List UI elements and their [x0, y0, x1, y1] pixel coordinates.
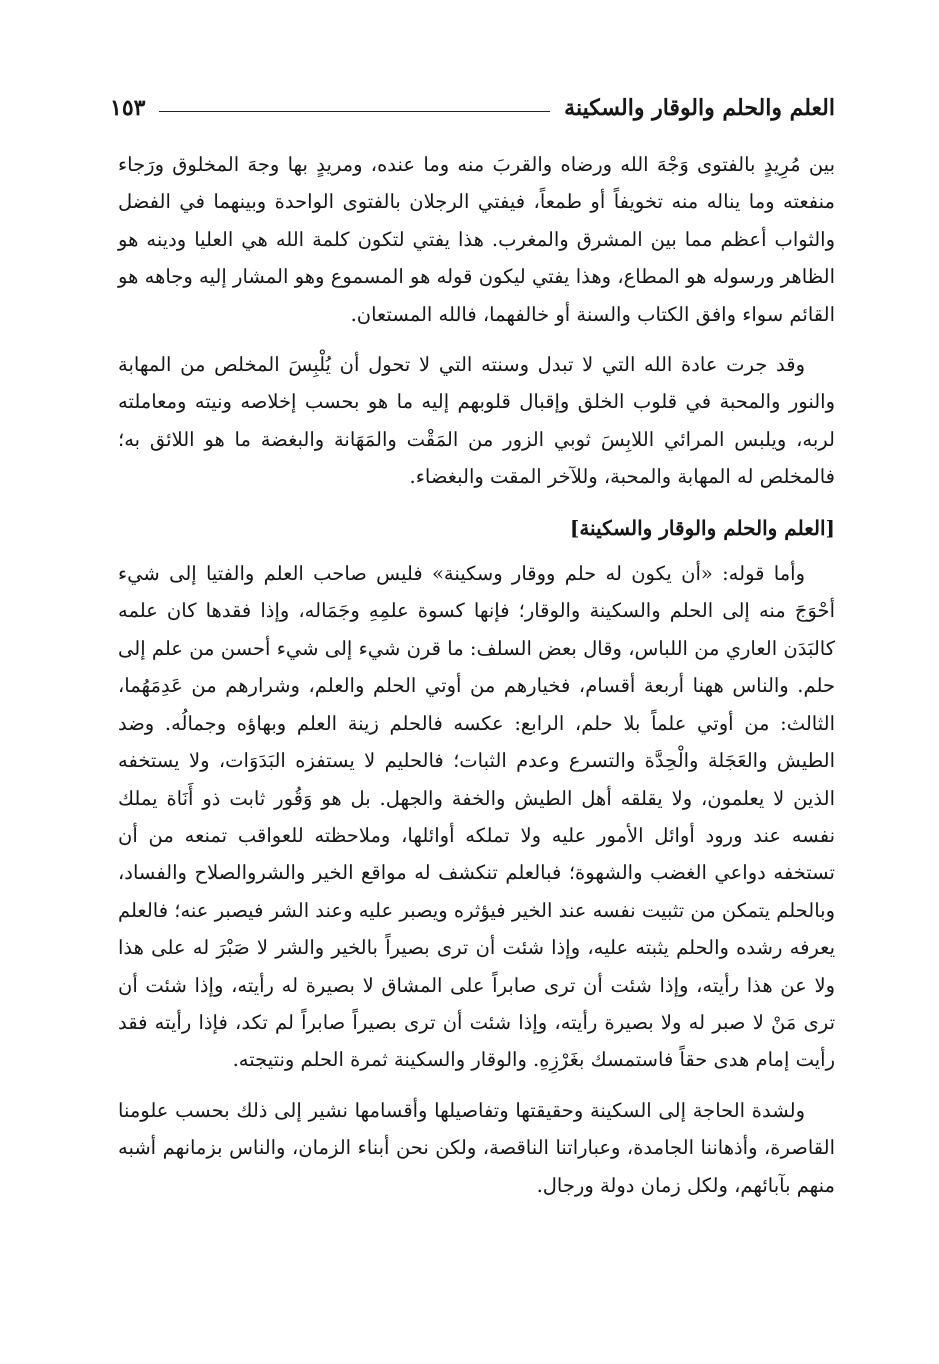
paragraph-continuation: بين مُرِيدٍ بالفتوى وَجْهَ الله ورضاه والقربَ منه وما عنده، ومريدٍ بها وجهَ المخلوق ورَجاء منفعته وما يناله منه تخويفاً أو طمعاً، فيفتي الرجلان بالفتوى الواحدة وبينهما في الفضل والثواب أعظم مما بين المشرق والمغرب. هذا يفتي لتكون كلمة الله هي العليا ودينه هو الظاهر ورسوله هو المطاع، وهذا يفتي ليكون قوله هو المسموع وهو المشار إليه وجاهه هو القائم سواء وافق الكتاب والسنة أو خالفهما، فالله المستعان. — [118, 153, 835, 326]
paragraph-sincerity: وقد جرت عادة الله التي لا تبدل وسنته التي لا تحول أن يُلْبِسَ المخلص من المهابة والنور والمحبة في قلوب الخلق وإقبال قلوبهم إليه ما هو بحسب إخلاصه ونيته ومعاملته لربه، ويلبس المرائي اللابِسَ ثوبي الزور من المَقْت والمَهَانة والبغضة ما هو اللائق به؛ فالمخلص له المهابة والمحبة، وللآخر المقت والبغضاء. — [118, 353, 835, 489]
body-text — [118, 146, 835, 1204]
running-head-rule — [159, 111, 550, 112]
running-head — [110, 88, 835, 128]
paragraph-tranquility: ولشدة الحاجة إلى السكينة وحقيقتها وتفاصيلها وأقسامها نشير إلى ذلك بحسب علومنا القاصرة، وأذهاننا الجامدة، وعباراتنا الناقصة، ولكن نحن أبناء الزمان، والناس بزمانهم أشبه منهم بآبائهم، ولكل زمان دولة ورجال. — [118, 1098, 835, 1197]
page-number: ١٥٣ — [110, 95, 146, 121]
running-head-title: العلم والحلم والوقار والسكينة — [564, 95, 835, 121]
section-heading: [العلم والحلم والوقار والسكينة] — [569, 515, 835, 540]
paragraph-forbearance: وأما قوله: «أن يكون له حلم ووقار وسكينة» فليس صاحب العلم والفتيا إلى شيء أحْوَجَ منه إلى الحلم والسكينة والوقار؛ فإنها كسوة علمِهِ وجَمَاله، وإذا فقدها كان علمه كالبَدَن العاري من اللباس، وقال بعض السلف: ما قرن شيء إلى شيء أحسن من علم إلى حلم. والناس ههنا أربعة أقسام، فخيارهم من أوتي الحلم والعلم، وشرارهم من عَدِمَهُما، الثالث: من أوتي علماً بلا حلم، الرابع: عكسه فالحلم زينة العلم وبهاؤه وجمالُه. وضد الطيش والعَجَلة والْحِدَّة والتسرع وعدم الثبات؛ فالحليم لا يستفزه البَدَوَات، ولا يستخفه الذين لا يعلمون، ولا يقلقه أهل الطيش والخفة والجهل. بل هو وَقُور ثابت ذو أَنَاة يملك نفسه عند ورود أوائل الأمور عليه ولا تملكه أوائلها، وملاحظته للعواقب تمنعه من أن تستخفه دواعي الغضب والشهوة؛ فبالعلم تنكشف له مواقع الخير والشروالصلاح والفساد، وبالحلم يتمكن من تثبيت نفسه عند الخير فيؤثره ويصبر عليه وعند الشر فيصبر عنه؛ فالعلم يعرفه رشده والحلم يثبته عليه، وإذا شئت أن ترى بصيراً بالخير والشر لا صَبْرَ له على هذا ولا عن هذا رأيته، وإذا شئت أن ترى صابراً على المشاق لا بصيرة له رأيته، وإذا شئت أن ترى مَنْ لا صبر له ولا بصيرة رأيته، وإذا شئت أن ترى بصيراً صابراً لم تكد، فإذا رأيته فقد رأيت إمام هدى حقاً فاستمسك بغَرْزِهِ. والوقار والسكينة ثمرة الحلم ونتيجته. — [118, 562, 835, 1072]
